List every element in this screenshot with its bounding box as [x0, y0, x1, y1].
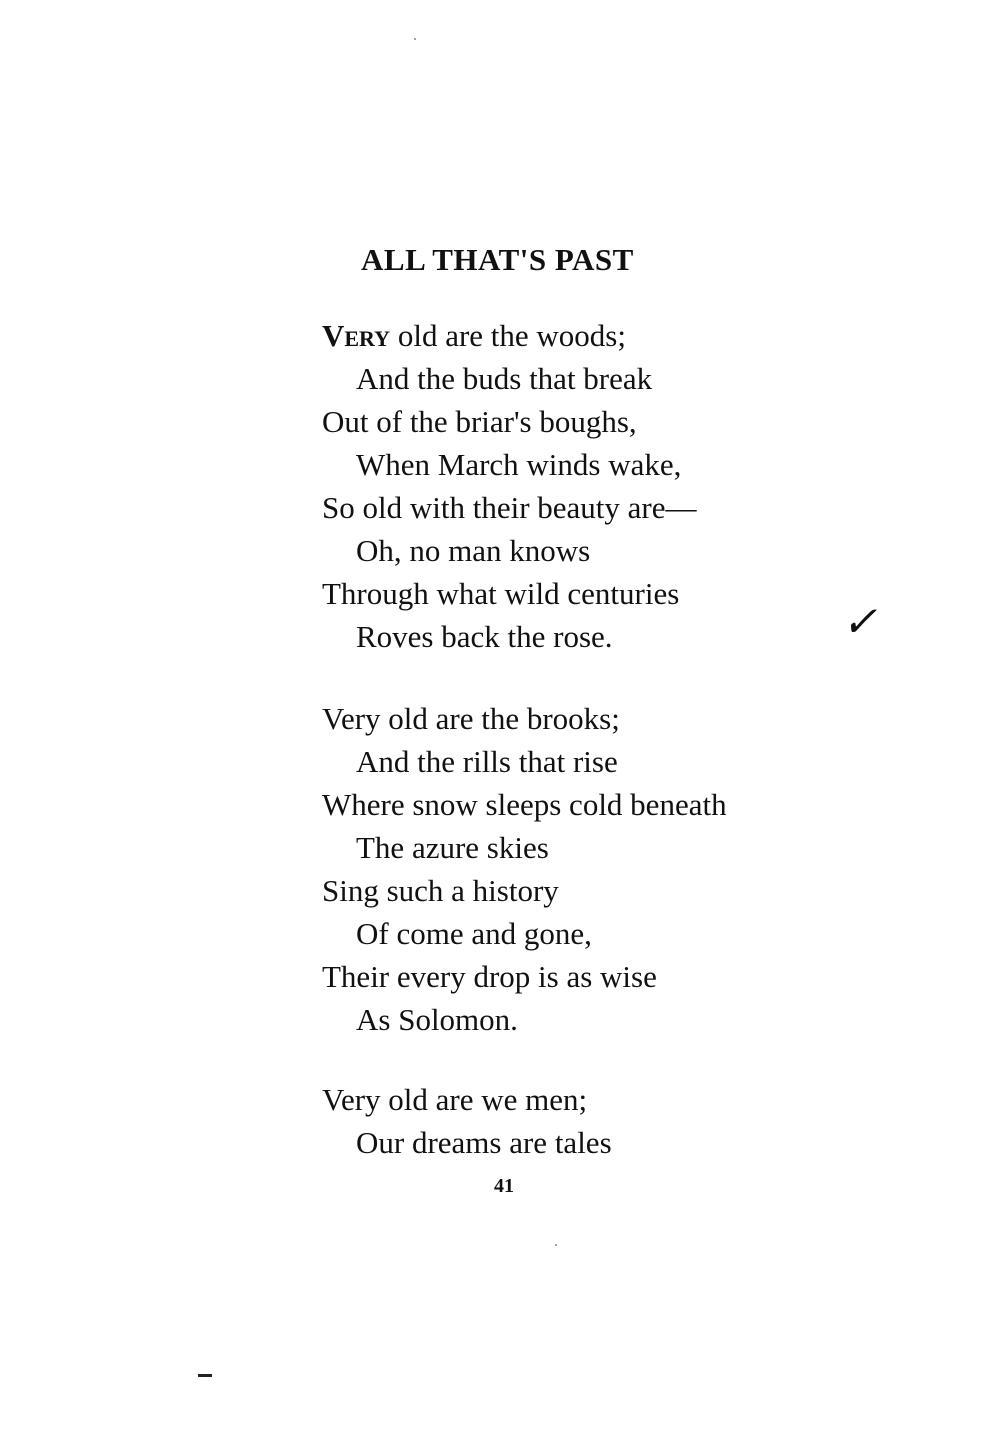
- paper-speck: [555, 1244, 557, 1246]
- stanza-1-line-3: Out of the briar's boughs,: [322, 404, 637, 439]
- stanza-1-line-5: So old with their beauty are—: [322, 490, 697, 525]
- stanza-2-line-6: Of come and gone,: [356, 916, 592, 951]
- stanza-2-line-3: Where snow sleeps cold beneath: [322, 787, 727, 822]
- stanza-1-line-1: [322, 320, 626, 351]
- drop-word: Very: [322, 318, 391, 353]
- stanza-2-line-5: Sing such a history: [322, 873, 559, 908]
- stanza-1-line-6: Oh, no man knows: [356, 533, 591, 568]
- stanza-2-line-1: Very old are the brooks;: [322, 701, 620, 736]
- stanza-3-line-1: Very old are we men;: [322, 1082, 588, 1117]
- stanza-2-line-4: The azure skies: [356, 830, 549, 865]
- margin-dash: [198, 1374, 212, 1377]
- stanza-1-line-4: When March winds wake,: [356, 447, 682, 482]
- stanza-1-line-8: Roves back the rose.: [356, 619, 613, 654]
- stanza-2-line-8: As Solomon.: [356, 1002, 518, 1037]
- stanza-3-line-2: Our dreams are tales: [356, 1125, 612, 1160]
- paper-speck: [414, 38, 416, 40]
- page-number: 41: [494, 1175, 514, 1197]
- stanza-1-line-2: And the buds that break: [356, 361, 653, 396]
- check-mark-icon: ✓: [842, 600, 878, 646]
- stanza-2-line-7: Their every drop is as wise: [322, 959, 657, 994]
- line-text: old are the woods;: [390, 318, 626, 353]
- stanza-2-line-2: And the rills that rise: [356, 744, 618, 779]
- poem-title: ALL THAT'S PAST: [361, 242, 634, 277]
- stanza-1-line-7: Through what wild centuries: [322, 576, 680, 611]
